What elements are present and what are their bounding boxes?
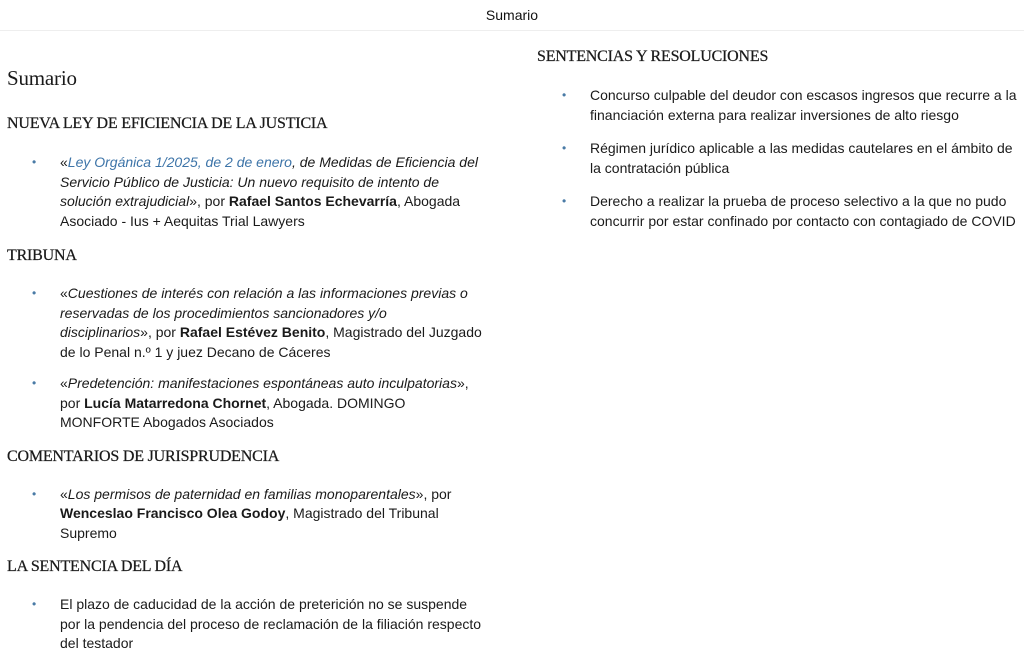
list-item	[7, 595, 482, 654]
section-list-sentencias	[537, 86, 1017, 231]
author-role: , Magistrado del Tribunal Supremo	[60, 505, 439, 541]
section-list-ley	[7, 153, 482, 231]
bullet-icon: •	[32, 155, 37, 169]
list-item	[7, 374, 482, 433]
bullet-icon: •	[562, 141, 567, 155]
author-role: , Magistrado del Juzgado de lo Penal n.º 1 y juez Decano de Cáceres	[60, 324, 482, 360]
by-text: », por	[415, 485, 452, 502]
bullet-icon: •	[32, 486, 37, 501]
list-item	[537, 139, 1017, 178]
list-item	[7, 153, 482, 231]
bullet-icon: •	[562, 194, 567, 208]
by-text: », por	[60, 375, 469, 411]
author-name: Wenceslao Francisco Olea Godoy	[60, 505, 286, 521]
article-title: Predetención: manifestaciones espontáneas auto inculpatorias	[67, 375, 457, 391]
section-list-comentarios	[7, 485, 482, 544]
author-name: Rafael Estévez Benito	[179, 324, 326, 340]
left-column	[7, 30, 482, 654]
section-title-comentarios: COMENTARIOS DE JURISPRUDENCIA	[7, 447, 280, 465]
bullet-icon: •	[32, 376, 37, 390]
article-title: Cuestiones de interés con relación a las informaciones previas o reservadas de los procedimientos sancionadores y/o disciplinarios	[60, 285, 468, 340]
list-item	[7, 284, 482, 362]
section-title-sentencias: SENTENCIAS Y RESOLUCIONES	[537, 48, 769, 65]
ley-organica-link[interactable]: Ley Orgánica 1/2025, de 2 de enero	[67, 154, 292, 170]
open-quote: «	[60, 485, 68, 502]
section-title-tribuna: TRIBUNA	[7, 247, 77, 264]
author-role: , Abogada. DOMINGO MONFORTE Abogados Asociados	[60, 394, 406, 430]
open-quote: «	[60, 285, 68, 301]
section-list-tribuna	[7, 284, 482, 433]
section-list-sentencia-del-dia	[7, 595, 482, 654]
by-text: », por	[189, 193, 229, 209]
list-item	[537, 86, 1017, 125]
author-name: Rafael Santos Echevarría	[228, 193, 397, 209]
article-title: , de Medidas de Eficiencia del Servicio Público de Justicia: Un nuevo requisito de intento de solución extrajudicial	[60, 154, 478, 209]
bullet-icon: •	[562, 88, 567, 102]
item-text: Concurso culpable del deudor con escasos ingresos que recurre a la financiación externa para realizar inversiones de alto riesgo	[590, 87, 1017, 123]
by-text: », por	[140, 324, 180, 340]
top-bar-title: Sumario	[485, 7, 539, 23]
open-quote: «	[60, 154, 68, 170]
page-title: Sumario	[7, 66, 77, 90]
bullet-icon: •	[32, 286, 37, 300]
section-title-ley: NUEVA LEY DE EFICIENCIA DE LA JUSTICIA	[7, 115, 328, 132]
top-bar	[0, 0, 1024, 31]
author-role: , Abogada Asociado - Ius + Aequitas Trial Lawyers	[60, 193, 461, 229]
article-title: Los permisos de paternidad en familias monoparentales	[67, 485, 416, 502]
right-column	[537, 30, 1017, 231]
section-title-sentencia-del-dia: LA SENTENCIA DEL DÍA	[7, 558, 183, 575]
list-item	[7, 485, 482, 544]
item-text: El plazo de caducidad de la acción de preterición no se suspende por la pendencia del proceso de reclamación de la filiación respecto del testador	[60, 596, 482, 651]
open-quote: «	[60, 375, 68, 391]
item-text: Régimen jurídico aplicable a las medidas cautelares en el ámbito de la contratación pública	[590, 140, 1013, 176]
list-item	[537, 192, 1017, 231]
author-name: Lucía Matarredona Chornet	[84, 394, 267, 411]
item-text: Derecho a realizar la prueba de proceso selectivo a la que no pudo concurrir por estar confinado por contacto con contagiado de COVID	[590, 193, 1016, 229]
bullet-icon: •	[32, 597, 37, 611]
